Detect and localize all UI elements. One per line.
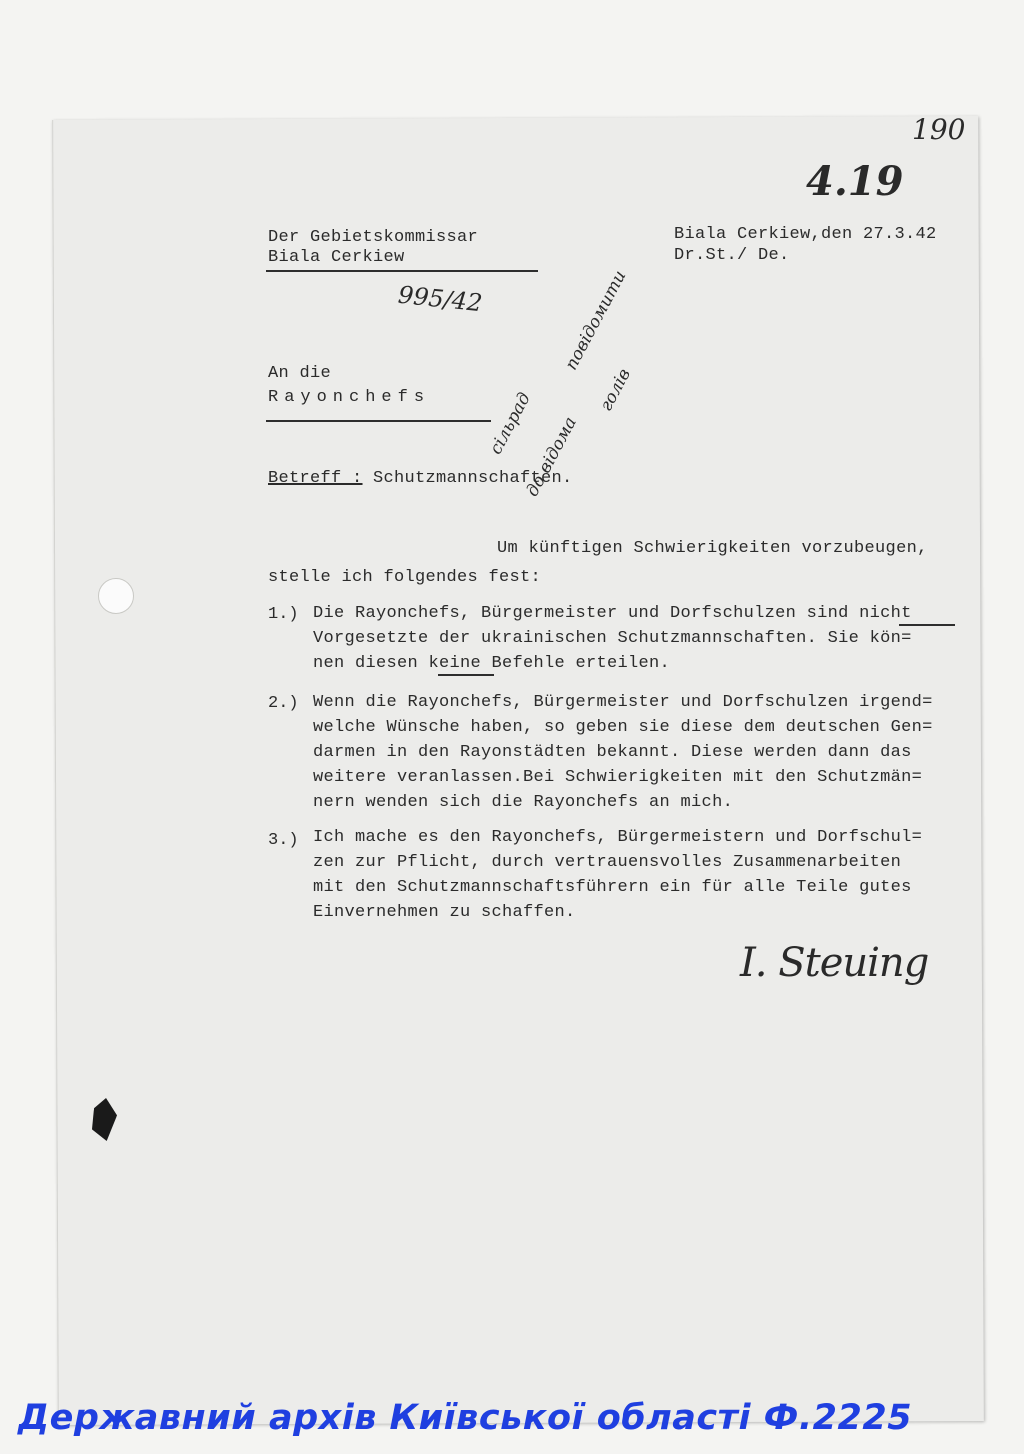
point1-line2: Vorgesetzte der ukrainischen Schutzmannschaften. Sie kön= <box>313 629 912 648</box>
marginal-note-line2: до відома <box>522 413 581 500</box>
point2-line3: darmen in den Rayonstädten bekannt. Diese werden dann das <box>313 743 912 762</box>
recipient-line1: An die <box>268 364 332 383</box>
point3-line1: Ich mache es den Rayonchefs, Bürgermeistern und Dorfschul= <box>313 828 923 847</box>
recipient-line2: Rayonchefs <box>268 388 431 407</box>
point2-line2: welche Wünsche haben, so geben sie diese dem deutschen Gen= <box>313 718 933 737</box>
punch-hole <box>98 578 134 614</box>
underline-keine <box>438 674 494 676</box>
registry-note: 995/42 <box>396 280 484 318</box>
marginal-note-line1: повідомити <box>561 267 631 374</box>
subject-line <box>268 469 573 488</box>
subject-label: Betreff : <box>268 469 363 488</box>
point-number: 2.) <box>268 694 299 713</box>
archive-page-number: 190 <box>912 113 966 146</box>
point2-line1: Wenn die Rayonchefs, Bürgermeister und Dorfschulzen irgend= <box>313 693 933 712</box>
point3-line4: Einvernehmen zu schaffen. <box>313 903 576 922</box>
point2-line5: nern wenden sich die Rayonchefs an mich. <box>313 793 734 812</box>
subject-text: Schutzmannschaften. <box>373 469 573 488</box>
archive-caption: Державний архів Київської області Ф.2225 <box>18 1398 913 1438</box>
sender-line2: Biala Cerkiew <box>268 248 405 267</box>
point2-line4: weitere veranlassen.Bei Schwierigkeiten mit den Schutzmän= <box>313 768 923 787</box>
sender-line1: Der Gebietskommissar <box>268 228 479 247</box>
place-date: Biala Cerkiew,den 27.3.42 <box>674 225 937 244</box>
point3-line3: mit den Schutzmannschaftsführern ein für alle Teile gutes <box>313 878 912 897</box>
underline-nicht <box>899 624 955 626</box>
marginal-note-line4: сільрад <box>485 389 535 458</box>
page-mark: 4.19 <box>806 158 904 205</box>
intro-line1: Um künftigen Schwierigkeiten vorzubeugen, <box>497 539 928 558</box>
reference: Dr.St./ De. <box>674 246 790 265</box>
point3-line2: zen zur Pflicht, durch vertrauensvolles Zusammenarbeiten <box>313 853 902 872</box>
point-number: 3.) <box>268 831 299 850</box>
intro-line2: stelle ich folgendes fest: <box>268 568 542 587</box>
signature: I. Steuing <box>740 940 929 986</box>
point1-line3: nen diesen keine Befehle erteilen. <box>313 654 671 673</box>
point-number: 1.) <box>268 605 299 624</box>
marginal-note-line3: голів <box>596 365 635 415</box>
point1-line1: Die Rayonchefs, Bürgermeister und Dorfschulzen sind nicht <box>313 604 912 623</box>
